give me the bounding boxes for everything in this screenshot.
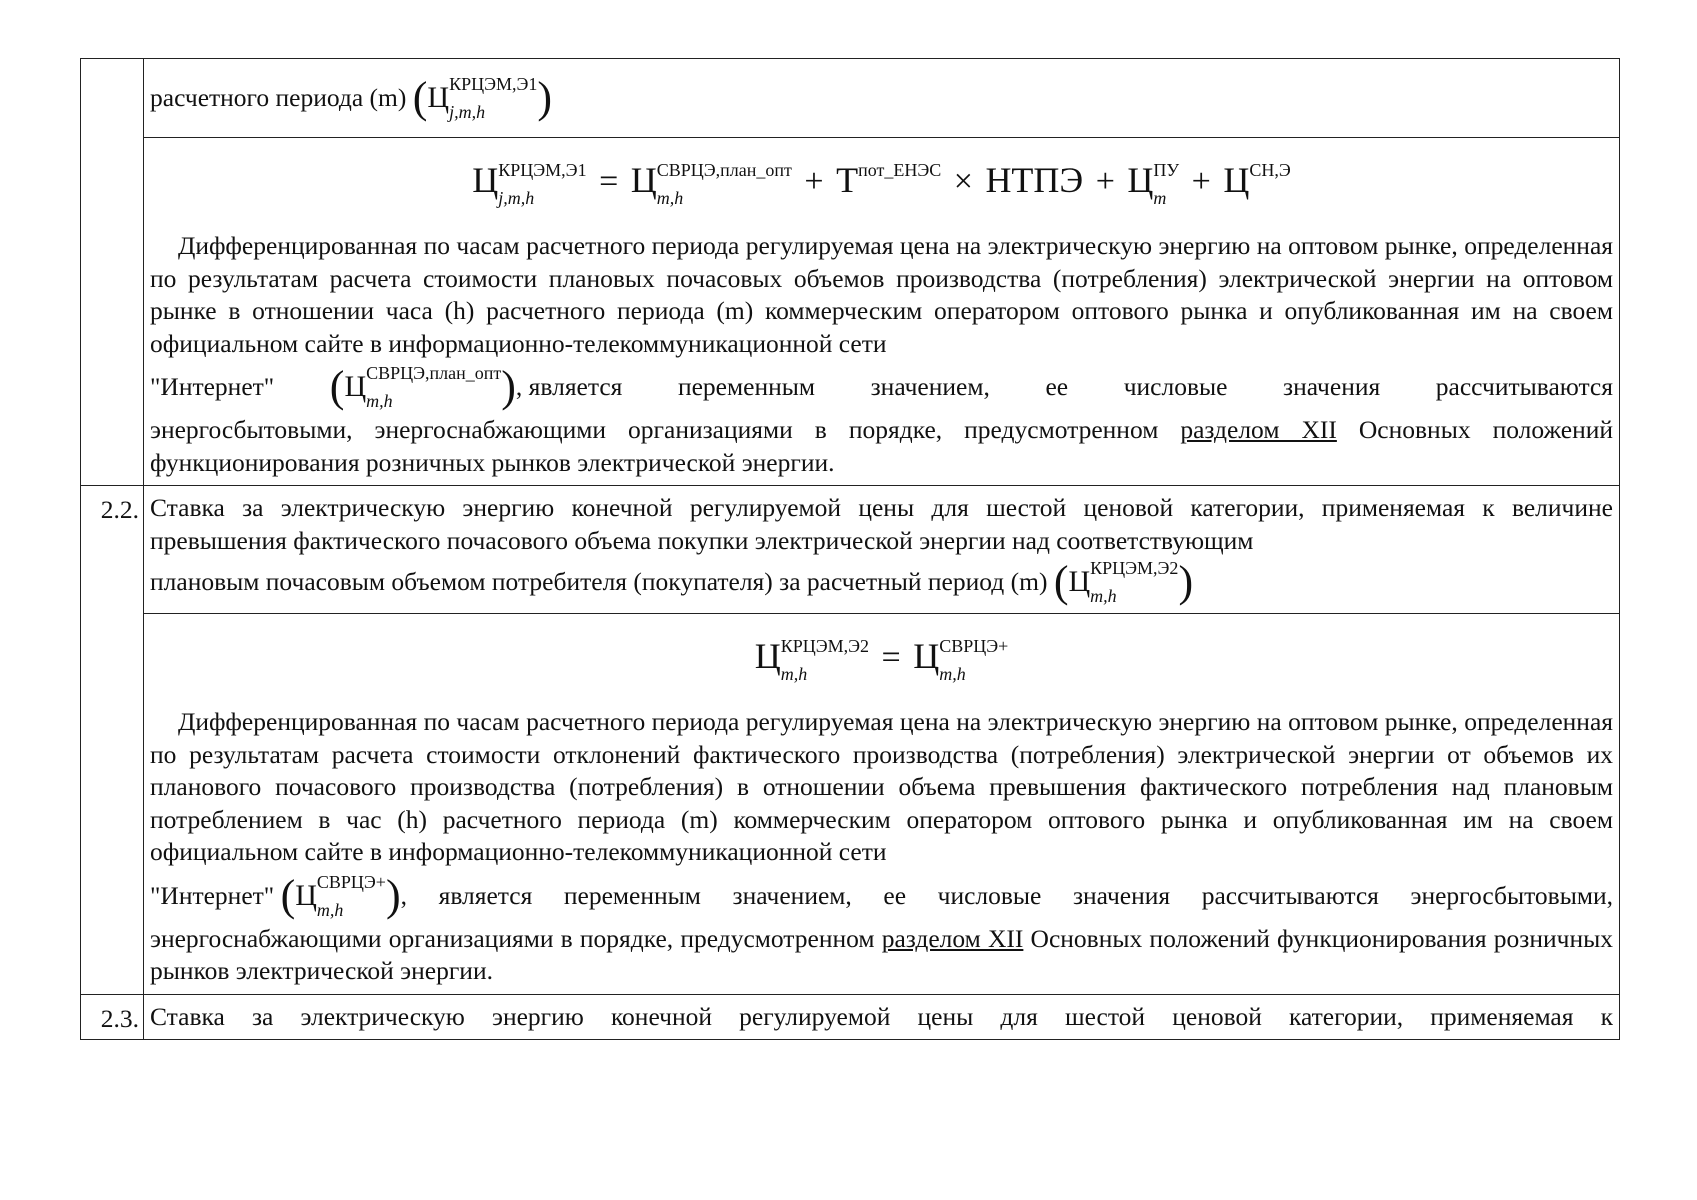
row3-last-line: плановым почасовым объемом потребителя (покупателя) за расчетный период (m) ( Ц КРЦЭМ,Э2 m,h ) [150,557,1194,607]
table-row [81,59,1620,138]
table-row [81,138,1620,486]
section-xii-link[interactable]: разделом XII [1180,415,1337,445]
row5-text-cell [144,994,1620,1040]
row-number-2-3: 2.3. [81,994,144,1040]
row1-text-cell [144,59,1620,138]
formula-krcem-e1: Ц КРЦЭМ,Э1 j,m,h = Ц СВРЦЭ,план_опт m,h + Т пот_ЕНЭС × НТПЭ + Ц ПУ m + Ц СН,Э [472,160,1291,209]
table-row [81,994,1620,1040]
row4-internet-line: "Интернет" ( Ц СВРЦЭ+ m,h ) , является переменным значением, ее числовые значения рассчитываются энергосбытовыми, [150,870,1613,920]
row4-paragraph-2: энергоснабжающими организациями в порядке, предусмотренном разделом XII Основных положений функционирования розничных рынков электрической энергии. [150,923,1613,986]
row5-text: Ставка за электрическую энергию конечной регулируемой цены для шестой ценовой категории, применяемая к [150,1001,1613,1031]
table-row [81,486,1620,614]
row1-line: расчетного периода (m) ( Ц КРЦЭМ,Э1 j,m,h ) [150,73,553,122]
tariff-table [80,58,1620,1040]
row4-text-cell [144,614,1620,995]
row2-paragraph-2: энергосбытовыми, энергоснабжающими организациями в порядке, предусмотренном разделом XII Основных положений функционирования розничных рынков электрической энергии. [150,415,1614,477]
price-symbol: Ц [427,80,450,114]
row2-internet-line: "Интернет" ( Ц СВРЦЭ,план_опт m,h ) , является переменным значением, ее числовые значения рассчитываются [150,362,1613,412]
section-xii-link[interactable]: разделом XII [881,923,1024,953]
row3-text: Ставка за электрическую энергию конечной регулируемой цены для шестой ценовой категории, применяемая к величине превышения фактического почасового объема покупки электрической энергии над соответствующим [150,493,1613,555]
symbol-superscript: КРЦЭМ,Э1 [449,74,538,94]
symbol-subscript: j,m,h [449,102,486,122]
row3-text-cell [144,486,1620,614]
formula-krcem-e2: Ц КРЦЭМ,Э2 m,h = Ц СВРЦЭ+ m,h [754,636,1009,685]
row4-paragraph-1: Дифференцированная по часам расчетного периода регулируемая цена на электрическую энергию на оптовом рынке, определенная по результатам расчета стоимости отклонений фактического производства (потребления) электрической энергии от объемов их планового почасового производства (потребления) в отношении объема превышения фактического потребления над плановым потреблением в час (h) расчетного периода (m) коммерческим оператором оптового рынка и опубликованная им на своем официальном сайте в информационно-телекоммуникационной сети [150,707,1613,867]
row1-text: расчетного периода (m) [150,82,407,112]
row-number-cell [81,59,144,486]
table-row [81,614,1620,995]
row2-text-cell [144,138,1620,486]
row-number-2-2: 2.2. [81,486,144,995]
row2-paragraph-1: Дифференцированная по часам расчетного периода регулируемая цена на электрическую энергию на оптовом рынке, определенная по результатам расчета стоимости плановых почасовых объемов производства (потребления) электрической энергии на оптовом рынке в отношении часа (h) расчетного периода (m) коммерческим оператором оптового рынка и опубликованная им на своем официальном сайте в информационно-телекоммуникационной сети [150,231,1613,358]
